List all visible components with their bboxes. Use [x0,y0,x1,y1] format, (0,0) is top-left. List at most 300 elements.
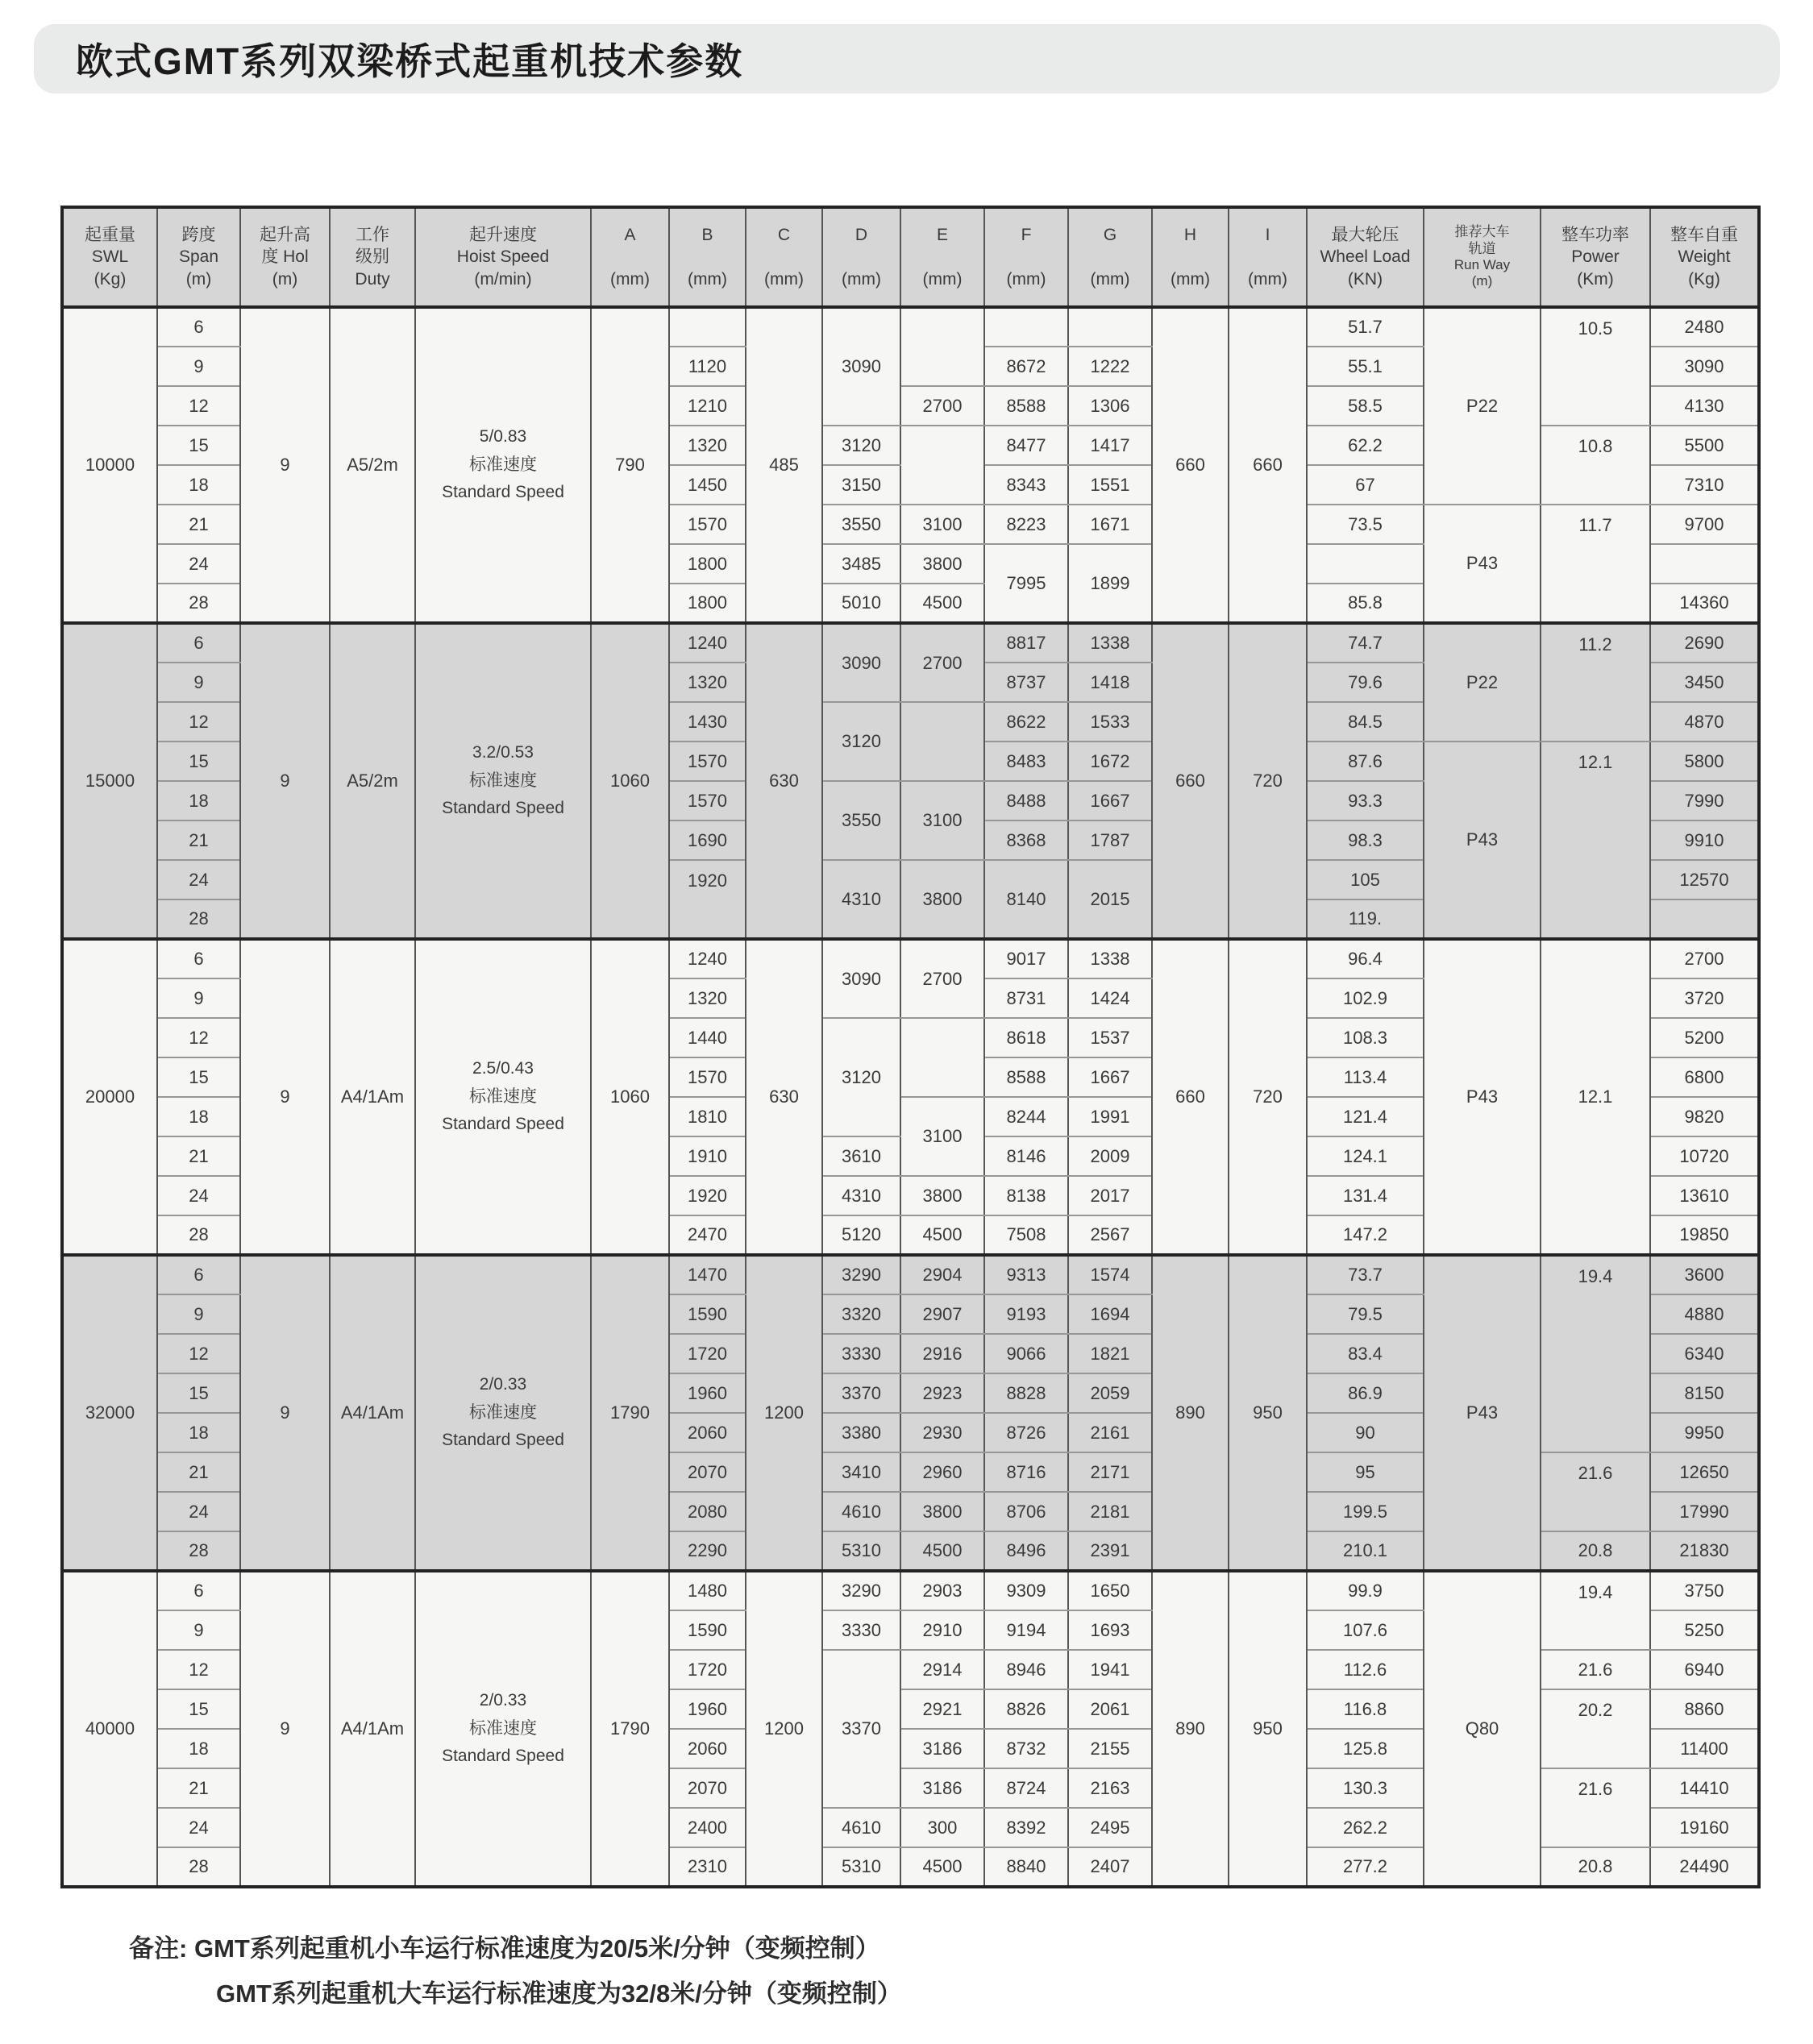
cell-D: 3120 [822,702,900,781]
cell-F: 9194 [984,1610,1068,1650]
cell-spans: 9 [157,1610,240,1650]
cell-F: 8244 [984,1097,1068,1136]
row-40000-6 [62,1571,1759,1610]
cell-F: 8817 [984,623,1068,663]
cell-G: 1533 [1068,702,1152,742]
cell-B: 1920 [669,860,746,939]
note-line-1 [129,1926,902,1971]
cell-spans: 28 [157,1215,240,1255]
cell-wheel: 108.3 [1307,1018,1424,1057]
cell-hoist: 2/0.33 标准速度 Standard Speed [415,1255,591,1571]
cell-spans: 24 [157,1176,240,1215]
cell-F: 8946 [984,1650,1068,1689]
cell-weight: 8150 [1650,1373,1759,1413]
cell-B: 1590 [669,1294,746,1334]
cell-weight: 5250 [1650,1610,1759,1650]
cell-B: 1320 [669,663,746,702]
cell-G: 2391 [1068,1531,1152,1571]
cell-E: 2700 [900,939,984,1018]
cell-F: 8368 [984,821,1068,860]
cell-weight: 4870 [1650,702,1759,742]
col-header-c: C (mm) [746,207,822,307]
col-header-power: 整车功率 Power (Km) [1541,207,1650,307]
cell-weight [1650,544,1759,584]
cell-G: 2059 [1068,1373,1152,1413]
cell-F: 8588 [984,386,1068,426]
cell-F: 8146 [984,1136,1068,1176]
cell-spans: 18 [157,781,240,821]
cell-hoist: 2/0.33 标准速度 Standard Speed [415,1571,591,1887]
cell-wheel: 113.4 [1307,1057,1424,1097]
cell-D: 4610 [822,1808,900,1847]
cell-F: 9309 [984,1571,1068,1610]
cell-D: 4310 [822,860,900,939]
cell-spans: 12 [157,702,240,742]
cell-swl: 10000 [62,307,157,623]
cell-G: 2155 [1068,1729,1152,1768]
cell-I: 720 [1229,939,1307,1255]
cell-F: 8828 [984,1373,1068,1413]
col-header-i: I (mm) [1229,207,1307,307]
cell-D: 4610 [822,1492,900,1531]
cell-weight: 3600 [1650,1255,1759,1294]
cell-spans: 12 [157,1334,240,1373]
cell-E: 300 [900,1808,984,1847]
cell-weight: 2700 [1650,939,1759,978]
cell-spans: 24 [157,1492,240,1531]
cell-G: 2163 [1068,1768,1152,1808]
cell-G: 2567 [1068,1215,1152,1255]
cell-weight: 3090 [1650,347,1759,386]
cell-F: 8477 [984,426,1068,465]
cell-D: 3290 [822,1255,900,1294]
cell-runway: P43 [1424,1255,1541,1571]
col-header-span: 跨度 Span (m) [157,207,240,307]
cell-weight: 24490 [1650,1847,1759,1887]
cell-E: 2904 [900,1255,984,1294]
cell-G: 1672 [1068,742,1152,781]
cell-wheel: 130.3 [1307,1768,1424,1808]
cell-spans: 18 [157,1729,240,1768]
cell-wheel: 121.4 [1307,1097,1424,1136]
note-line-2-text: GMT系列起重机大车运行标准速度为32/8米/分钟（变频控制） [216,1979,902,2008]
cell-swl: 15000 [62,623,157,939]
cell-B: 1720 [669,1334,746,1373]
cell-G: 1694 [1068,1294,1152,1334]
cell-spans: 6 [157,1571,240,1610]
cell-D: 3485 [822,544,900,584]
cell-runway: P43 [1424,505,1541,623]
cell-F: 8732 [984,1729,1068,1768]
cell-weight: 17990 [1650,1492,1759,1531]
row-15000-6 [62,623,1759,663]
cell-E: 3100 [900,1097,984,1176]
cell-F: 8726 [984,1413,1068,1452]
cell-spans: 15 [157,1373,240,1413]
col-header-f: F (mm) [984,207,1068,307]
cell-C: 630 [746,623,822,939]
cell-B: 1440 [669,1018,746,1057]
col-header-g: G (mm) [1068,207,1152,307]
cell-runway: P43 [1424,742,1541,939]
note-line-1-text: GMT系列起重机小车运行标准速度为20/5米/分钟（变频控制） [193,1934,880,1963]
cell-C: 485 [746,307,822,623]
cell-spans: 6 [157,1255,240,1294]
cell-B: 1320 [669,426,746,465]
cell-F: 8618 [984,1018,1068,1057]
cell-B: 1960 [669,1689,746,1729]
cell-E [900,1018,984,1097]
cell-G: 1671 [1068,505,1152,544]
cell-spans: 28 [157,1847,240,1887]
cell-D: 3330 [822,1334,900,1373]
col-header-weight: 整车自重 Weight (Kg) [1650,207,1759,307]
cell-swl: 32000 [62,1255,157,1571]
cell-C: 1200 [746,1255,822,1571]
cell-B: 1570 [669,781,746,821]
cell-F: 8622 [984,702,1068,742]
cell-wheel: 119. [1307,899,1424,939]
col-header-b: B (mm) [669,207,746,307]
cell-wheel: 131.4 [1307,1176,1424,1215]
col-header-duty: 工作 级别 Duty [330,207,415,307]
cell-spans: 9 [157,1294,240,1334]
cell-spans: 12 [157,1018,240,1057]
cell-runway: P43 [1424,939,1541,1255]
cell-G: 1667 [1068,1057,1152,1097]
cell-D: 3610 [822,1136,900,1176]
cell-F: 8731 [984,978,1068,1018]
cell-runway: P22 [1424,623,1541,742]
cell-G: 1424 [1068,978,1152,1018]
cell-wheel: 83.4 [1307,1334,1424,1373]
col-header-h: H (mm) [1152,207,1229,307]
col-header-wheel-load: 最大轮压 Wheel Load (KN) [1307,207,1424,307]
cell-B: 1570 [669,505,746,544]
col-header-run-way: 推荐大车 轨道 Run Way (m) [1424,207,1541,307]
cell-B: 2080 [669,1492,746,1531]
cell-D: 3370 [822,1650,900,1808]
cell-E: 3800 [900,860,984,939]
cell-D: 5120 [822,1215,900,1255]
cell-F: 8483 [984,742,1068,781]
cell-B: 2400 [669,1808,746,1847]
cell-B: 1690 [669,821,746,860]
cell-G: 1667 [1068,781,1152,821]
cell-spans: 28 [157,1531,240,1571]
cell-G: 1650 [1068,1571,1152,1610]
cell-weight: 5200 [1650,1018,1759,1057]
cell-H: 660 [1152,623,1229,939]
cell-E: 3800 [900,544,984,584]
cell-E: 2923 [900,1373,984,1413]
cell-power: 21.6 [1541,1452,1650,1531]
cell-duty: A4/1Am [330,1255,415,1571]
cell-D: 5310 [822,1847,900,1887]
cell-power: 10.5 [1541,307,1650,426]
cell-B: 2290 [669,1531,746,1571]
cell-E: 2700 [900,386,984,426]
cell-spans: 9 [157,978,240,1018]
cell-power: 20.2 [1541,1689,1650,1768]
cell-wheel: 124.1 [1307,1136,1424,1176]
cell-E: 3186 [900,1768,984,1808]
cell-wheel: 93.3 [1307,781,1424,821]
cell-E: 2903 [900,1571,984,1610]
cell-F: 9066 [984,1334,1068,1373]
cell-wheel: 79.5 [1307,1294,1424,1334]
cell-B: 1470 [669,1255,746,1294]
cell-B: 1920 [669,1176,746,1215]
cell-D: 3090 [822,939,900,1018]
cell-weight: 9820 [1650,1097,1759,1136]
col-header-d: D (mm) [822,207,900,307]
cell-F [984,307,1068,347]
cell-runway: Q80 [1424,1571,1541,1887]
cell-E: 3100 [900,781,984,860]
cell-spans: 21 [157,505,240,544]
cell-spans: 21 [157,1768,240,1808]
cell-D: 3550 [822,505,900,544]
cell-power: 21.6 [1541,1650,1650,1689]
cell-spans: 18 [157,465,240,505]
cell-D: 3550 [822,781,900,860]
cell-wheel: 147.2 [1307,1215,1424,1255]
cell-spans: 18 [157,1097,240,1136]
cell-spans: 28 [157,899,240,939]
cell-E: 2916 [900,1334,984,1373]
cell-spans: 18 [157,1413,240,1452]
row-20000-6 [62,939,1759,978]
cell-B: 1910 [669,1136,746,1176]
cell-weight: 12650 [1650,1452,1759,1492]
cell-weight: 21830 [1650,1531,1759,1571]
cell-B: 1800 [669,584,746,623]
cell-wheel: 74.7 [1307,623,1424,663]
cell-power: 11.7 [1541,505,1650,623]
cell-spans: 21 [157,1452,240,1492]
cell-B: 1210 [669,386,746,426]
cell-B: 1450 [669,465,746,505]
cell-spans: 6 [157,939,240,978]
cell-B: 1320 [669,978,746,1018]
cell-weight: 9950 [1650,1413,1759,1452]
cell-runway: P22 [1424,307,1541,505]
cell-wheel: 105 [1307,860,1424,899]
cell-B: 1430 [669,702,746,742]
cell-weight: 3450 [1650,663,1759,702]
cell-spans: 15 [157,1057,240,1097]
cell-G: 1222 [1068,347,1152,386]
cell-G: 1899 [1068,544,1152,623]
cell-C: 1200 [746,1571,822,1887]
cell-hol: 9 [240,307,330,623]
cell-A: 1060 [591,623,669,939]
cell-G: 2061 [1068,1689,1152,1729]
cell-weight: 6940 [1650,1650,1759,1689]
col-header-a: A (mm) [591,207,669,307]
cell-wheel: 262.2 [1307,1808,1424,1847]
cell-spans: 24 [157,544,240,584]
cell-G: 2015 [1068,860,1152,939]
cell-B: 1240 [669,939,746,978]
cell-F: 8140 [984,860,1068,939]
cell-G: 1417 [1068,426,1152,465]
cell-power: 20.8 [1541,1847,1650,1887]
cell-F: 8496 [984,1531,1068,1571]
cell-G [1068,307,1152,347]
cell-hol: 9 [240,939,330,1255]
cell-H: 660 [1152,307,1229,623]
cell-wheel: 98.3 [1307,821,1424,860]
cell-wheel: 199.5 [1307,1492,1424,1531]
cell-wheel: 62.2 [1307,426,1424,465]
cell-E: 3800 [900,1176,984,1215]
cell-E [900,426,984,505]
cell-weight [1650,899,1759,939]
cell-E: 2930 [900,1413,984,1452]
cell-G: 1418 [1068,663,1152,702]
cell-swl: 40000 [62,1571,157,1887]
cell-weight: 4130 [1650,386,1759,426]
cell-G: 2171 [1068,1452,1152,1492]
cell-A: 790 [591,307,669,623]
cell-weight: 8860 [1650,1689,1759,1729]
cell-B: 1570 [669,742,746,781]
cell-G: 2181 [1068,1492,1152,1531]
cell-F: 8672 [984,347,1068,386]
cell-power: 11.2 [1541,623,1650,742]
cell-weight: 2690 [1650,623,1759,663]
cell-weight: 14360 [1650,584,1759,623]
cell-C: 630 [746,939,822,1255]
cell-E: 2907 [900,1294,984,1334]
cell-weight: 4880 [1650,1294,1759,1334]
cell-weight: 13610 [1650,1176,1759,1215]
cell-weight: 9910 [1650,821,1759,860]
crane-spec-table [60,206,1761,1888]
cell-E: 4500 [900,584,984,623]
cell-spans: 12 [157,1650,240,1689]
cell-G: 1574 [1068,1255,1152,1294]
cell-F: 8840 [984,1847,1068,1887]
cell-F: 8588 [984,1057,1068,1097]
cell-weight: 11400 [1650,1729,1759,1768]
cell-B: 2470 [669,1215,746,1255]
cell-B: 1720 [669,1650,746,1689]
cell-duty: A4/1Am [330,1571,415,1887]
cell-I: 720 [1229,623,1307,939]
cell-B: 1800 [669,544,746,584]
cell-B: 1960 [669,1373,746,1413]
cell-B: 2070 [669,1768,746,1808]
cell-power: 21.6 [1541,1768,1650,1847]
cell-duty: A5/2m [330,623,415,939]
cell-G: 2017 [1068,1176,1152,1215]
cell-E: 4500 [900,1531,984,1571]
cell-G: 1537 [1068,1018,1152,1057]
cell-spans: 6 [157,307,240,347]
cell-D: 3380 [822,1413,900,1452]
row-32000-6 [62,1255,1759,1294]
cell-weight: 7990 [1650,781,1759,821]
cell-F: 8706 [984,1492,1068,1531]
cell-B: 1590 [669,1610,746,1650]
cell-weight: 9700 [1650,505,1759,544]
cell-spans: 9 [157,663,240,702]
cell-weight: 5800 [1650,742,1759,781]
cell-spans: 21 [157,1136,240,1176]
cell-wheel: 85.8 [1307,584,1424,623]
cell-hol: 9 [240,623,330,939]
cell-F: 8488 [984,781,1068,821]
cell-wheel: 67 [1307,465,1424,505]
col-header-swl: 起重量 SWL (Kg) [62,207,157,307]
cell-weight: 14410 [1650,1768,1759,1808]
cell-weight: 7310 [1650,465,1759,505]
cell-wheel: 125.8 [1307,1729,1424,1768]
cell-G: 1693 [1068,1610,1152,1650]
cell-weight: 3750 [1650,1571,1759,1610]
cell-wheel: 55.1 [1307,347,1424,386]
notes-label: 备注: [129,1934,188,1963]
cell-wheel: 79.6 [1307,663,1424,702]
cell-G: 2009 [1068,1136,1152,1176]
cell-G: 2407 [1068,1847,1152,1887]
cell-E [900,307,984,386]
cell-G: 1338 [1068,623,1152,663]
cell-D: 5310 [822,1531,900,1571]
cell-wheel: 96.4 [1307,939,1424,978]
note-line-2 [216,1971,902,2017]
cell-G: 1306 [1068,386,1152,426]
cell-D: 3320 [822,1294,900,1334]
cell-E: 3100 [900,505,984,544]
cell-B: 1480 [669,1571,746,1610]
cell-weight: 19850 [1650,1215,1759,1255]
cell-weight: 6340 [1650,1334,1759,1373]
cell-swl: 20000 [62,939,157,1255]
cell-wheel: 84.5 [1307,702,1424,742]
cell-wheel: 73.5 [1307,505,1424,544]
cell-wheel: 99.9 [1307,1571,1424,1610]
notes [129,1926,902,2017]
cell-B: 1810 [669,1097,746,1136]
cell-F: 7995 [984,544,1068,623]
cell-E: 4500 [900,1847,984,1887]
cell-I: 660 [1229,307,1307,623]
cell-wheel: 87.6 [1307,742,1424,781]
cell-D: 3090 [822,623,900,702]
cell-E: 2910 [900,1610,984,1650]
row-10000-6 [62,307,1759,347]
cell-F: 8826 [984,1689,1068,1729]
cell-weight: 2480 [1650,307,1759,347]
cell-spans: 12 [157,386,240,426]
cell-A: 1060 [591,939,669,1255]
cell-H: 660 [1152,939,1229,1255]
cell-H: 890 [1152,1571,1229,1887]
cell-spans: 28 [157,584,240,623]
cell-D: 3330 [822,1610,900,1650]
cell-H: 890 [1152,1255,1229,1571]
cell-G: 1991 [1068,1097,1152,1136]
cell-B: 1570 [669,1057,746,1097]
cell-D: 5010 [822,584,900,623]
cell-weight: 19160 [1650,1808,1759,1847]
cell-F: 7508 [984,1215,1068,1255]
cell-D: 3120 [822,1018,900,1136]
